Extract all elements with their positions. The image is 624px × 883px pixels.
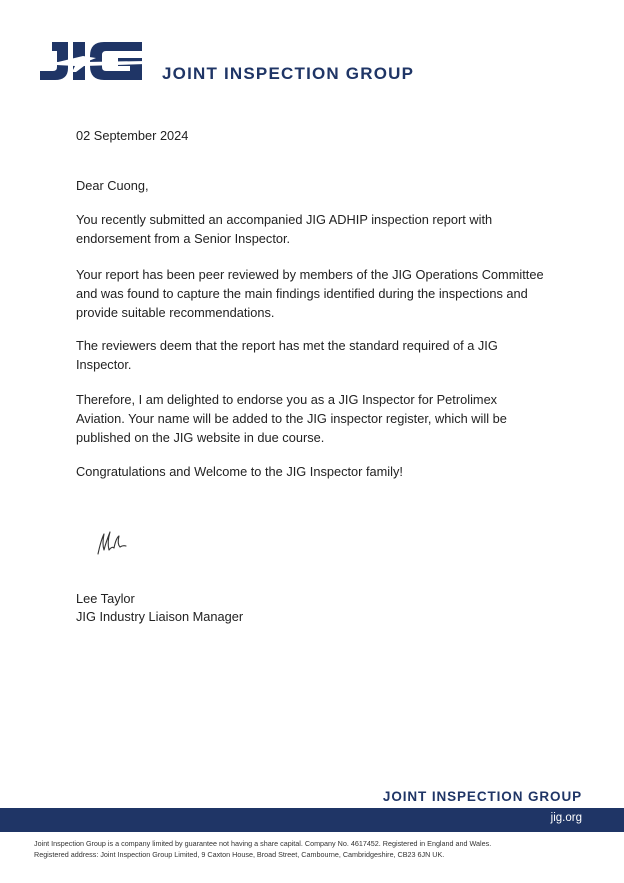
letter-paragraph: You recently submitted an accompanied JIG ADHIP inspection report with endorsement from a Senior Inspector.: [76, 212, 493, 246]
org-name: JOINT INSPECTION GROUP: [162, 64, 415, 83]
signature: [92, 528, 132, 556]
letter-date: 02 September 2024: [76, 128, 189, 143]
footer-org-name: JOINT INSPECTION GROUP: [382, 789, 582, 804]
letter-greeting: Dear Cuong,: [76, 178, 149, 193]
letter-paragraph: The reviewers deem that the report has met the standard required of a JIG Inspector.: [76, 338, 498, 372]
jig-logo: [38, 38, 146, 84]
letter-paragraph: Your report has been peer reviewed by members of the JIG Operations Committee and was found to capture the main findings identified during the inspections and provide suitable recommendations.: [76, 267, 544, 320]
legal-line: Joint Inspection Group is a company limited by guarantee not having a share capital. Company No. 4617452. Registered in England and Wales.: [34, 839, 492, 848]
signatory-title: JIG Industry Liaison Manager: [76, 609, 244, 624]
signatory-name: Lee Taylor: [76, 591, 135, 606]
footer-legal: [34, 838, 594, 860]
legal-line: Registered address: Joint Inspection Group Limited, 9 Caxton House, Broad Street, Cambourne, Cambridgeshire, CB23 6JN UK.: [34, 850, 445, 859]
letter-paragraph: Congratulations and Welcome to the JIG Inspector family!: [76, 464, 403, 479]
footer-url[interactable]: jig.org: [550, 812, 582, 824]
footer-bar: [0, 808, 624, 832]
letter-paragraph: Therefore, I am delighted to endorse you as a JIG Inspector for Petrolimex Aviation. Your name will be added to the JIG inspector register, which will be published on the JIG website in due course.: [76, 392, 507, 445]
